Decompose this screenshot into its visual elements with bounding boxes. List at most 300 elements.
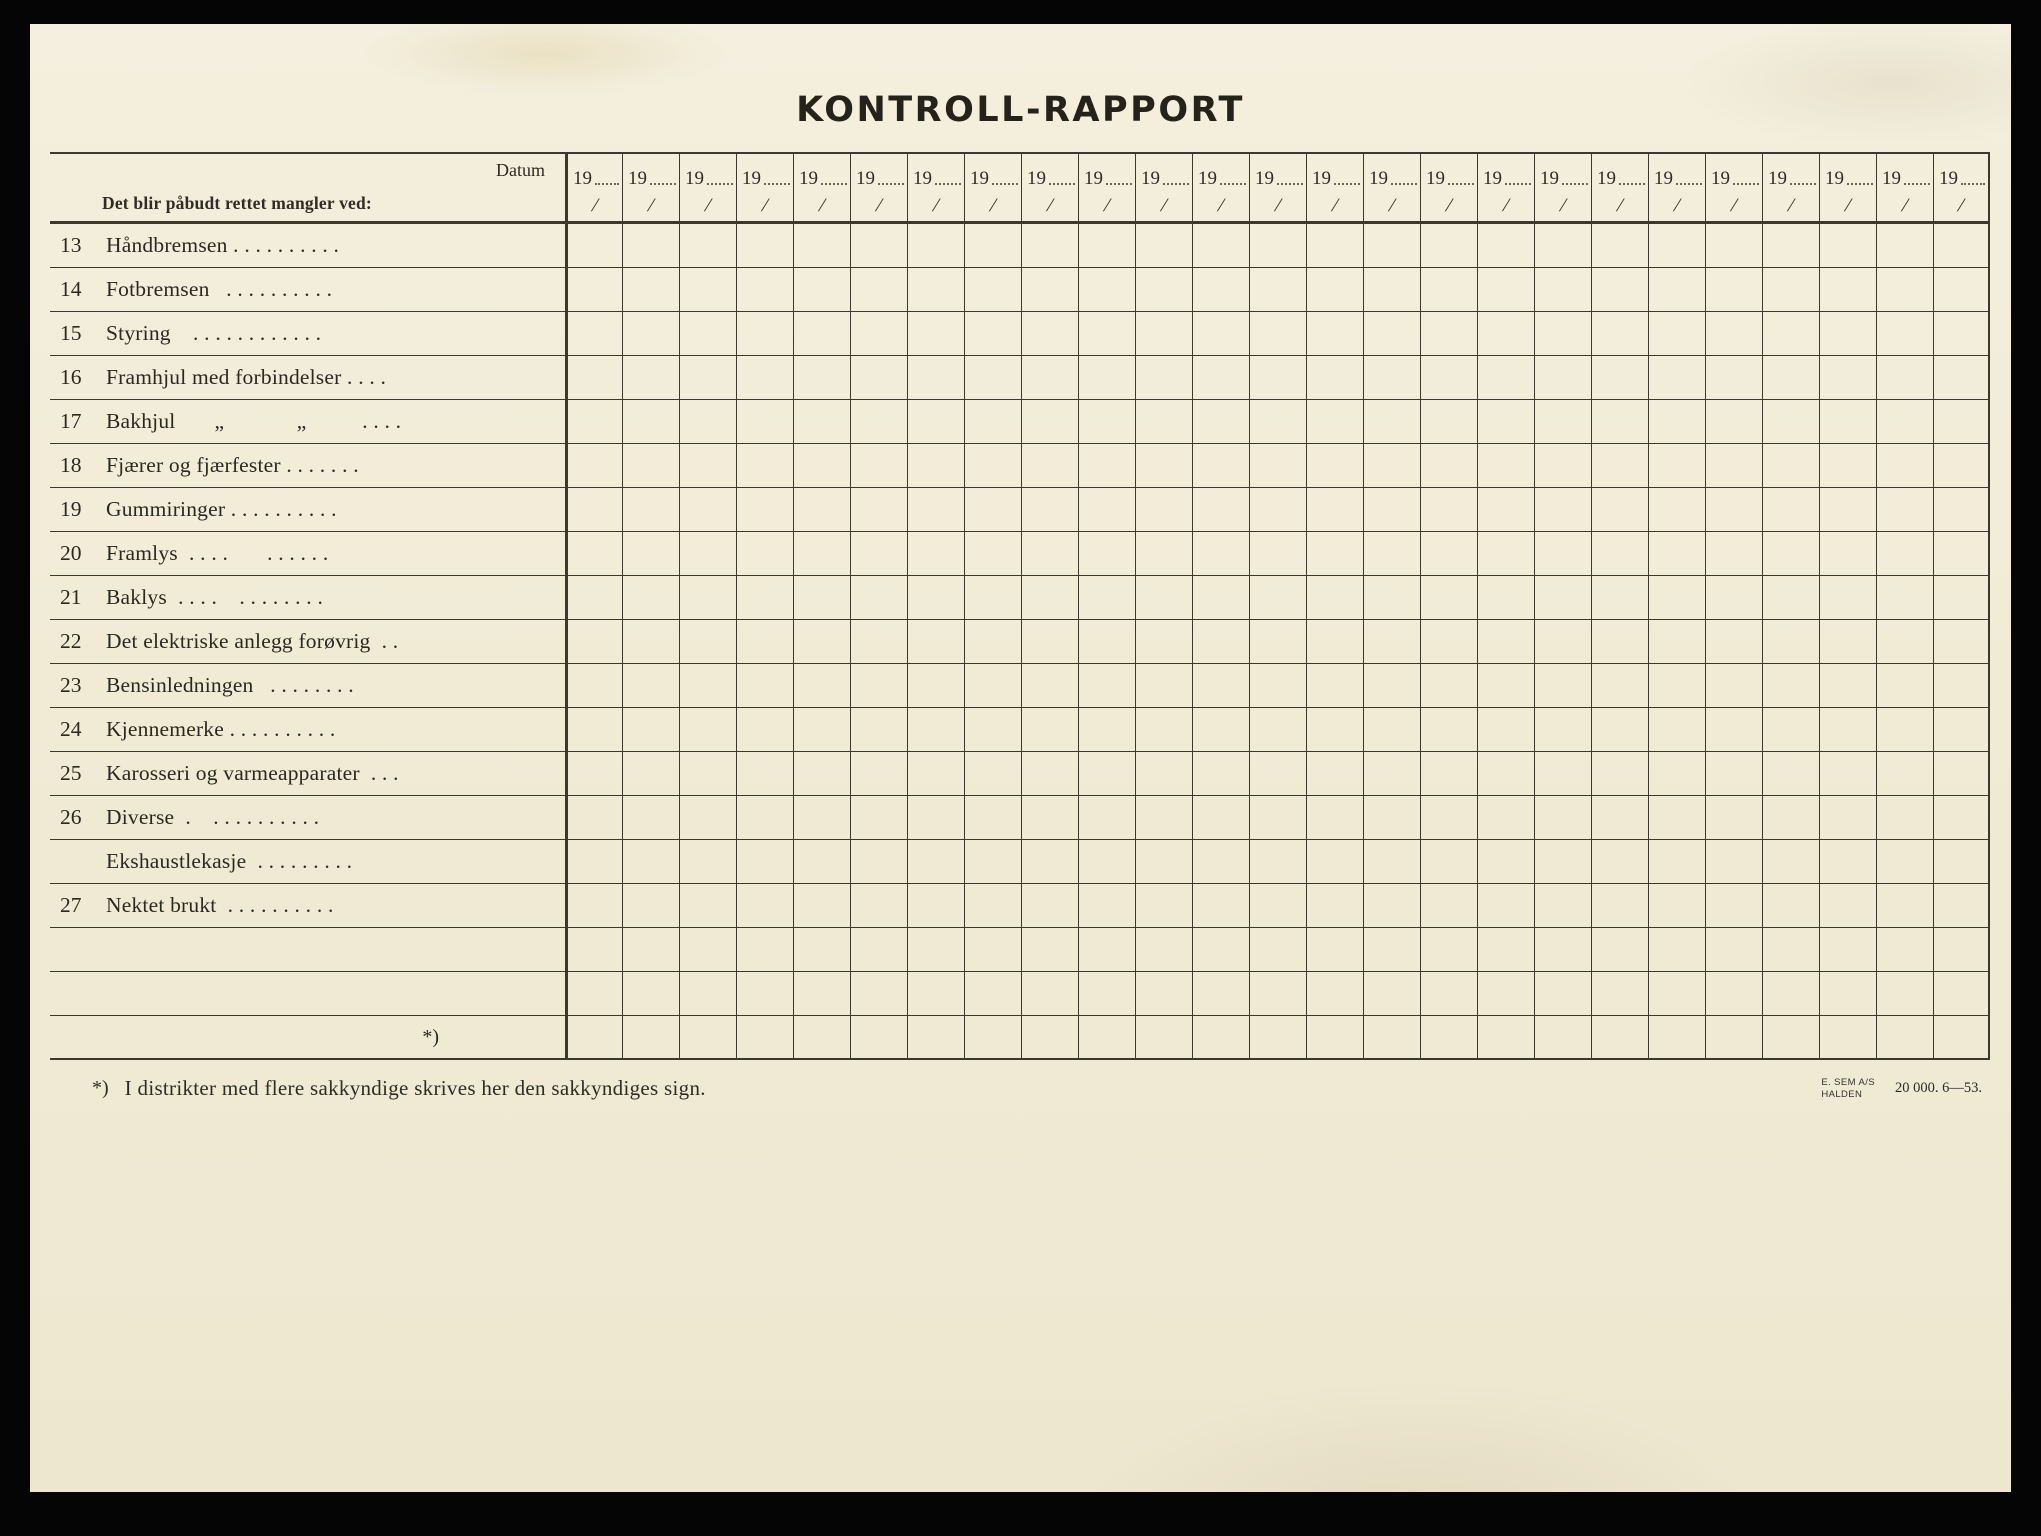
row-text: Kjennemerke . . . . . . . . . .	[106, 717, 336, 741]
grid-cell	[1591, 356, 1648, 400]
date-column-header	[1534, 152, 1591, 224]
date-dotted-line	[764, 183, 790, 185]
grid-cell	[1192, 400, 1249, 444]
year-row	[1022, 154, 1078, 190]
grid-cell	[1078, 620, 1135, 664]
day-slash: /	[591, 194, 599, 216]
grid-cell	[736, 400, 793, 444]
grid-cell	[1819, 708, 1876, 752]
control-table	[50, 152, 1990, 1060]
grid-cell	[793, 532, 850, 576]
date-column-header	[1477, 152, 1534, 224]
grid-cell	[1306, 796, 1363, 840]
grid-cell	[1876, 312, 1933, 356]
grid-cell	[1420, 576, 1477, 620]
grid-cell	[907, 752, 964, 796]
grid-cell	[1819, 928, 1876, 972]
year-prefix: 19	[1654, 168, 1673, 189]
row-label	[50, 576, 565, 620]
grid-cell	[1876, 752, 1933, 796]
row-label	[50, 884, 565, 928]
grid-cell	[1420, 796, 1477, 840]
date-column-header	[964, 152, 1021, 224]
grid-cell	[1078, 312, 1135, 356]
row-label	[50, 224, 565, 268]
grid-cell	[1477, 752, 1534, 796]
grid-cell	[907, 400, 964, 444]
row-label	[50, 840, 565, 884]
grid-cell	[1648, 1016, 1705, 1060]
year-row	[1877, 154, 1933, 190]
grid-cell	[1591, 224, 1648, 268]
grid-cell	[1705, 224, 1762, 268]
grid-cell	[1420, 268, 1477, 312]
day-slash: /	[1844, 194, 1852, 216]
year-row	[1364, 154, 1420, 190]
date-column-header	[1591, 152, 1648, 224]
grid-cell	[1933, 664, 1990, 708]
grid-cell	[1363, 268, 1420, 312]
grid-cell	[1819, 400, 1876, 444]
grid-cell	[1648, 532, 1705, 576]
footnote-text: I distrikter med flere sakkyndige skrives her den sakkyndiges sign.	[124, 1076, 706, 1100]
grid-cell	[964, 488, 1021, 532]
year-prefix: 19	[1939, 168, 1958, 189]
grid-cell	[907, 796, 964, 840]
grid-cell	[793, 1016, 850, 1060]
grid-cell	[1705, 444, 1762, 488]
grid-cell	[1249, 400, 1306, 444]
date-dotted-line	[595, 183, 619, 185]
grid-cell	[1705, 1016, 1762, 1060]
grid-cell	[1420, 444, 1477, 488]
grid-cell	[1705, 400, 1762, 444]
grid-cell	[907, 224, 964, 268]
grid-cell	[1705, 620, 1762, 664]
grid-cell	[850, 840, 907, 884]
footnote-marker: *)	[92, 1077, 109, 1099]
grid-cell	[850, 268, 907, 312]
grid-cell	[736, 1016, 793, 1060]
grid-cell	[1135, 840, 1192, 884]
grid-cell	[1591, 532, 1648, 576]
year-prefix: 19	[685, 168, 704, 189]
grid-cell	[1306, 356, 1363, 400]
grid-cell	[1762, 532, 1819, 576]
date-dotted-line	[650, 183, 676, 185]
page-title: KONTROLL-RAPPORT	[796, 90, 1245, 130]
grid-cell	[907, 576, 964, 620]
grid-cell	[964, 708, 1021, 752]
year-row	[794, 154, 850, 190]
grid-cell	[622, 400, 679, 444]
grid-cell	[1249, 620, 1306, 664]
grid-cell	[1477, 796, 1534, 840]
date-column-header	[793, 152, 850, 224]
grid-cell	[1306, 752, 1363, 796]
row-label	[50, 708, 565, 752]
row-text: Fotbremsen . . . . . . . . . .	[106, 277, 333, 301]
grid-cell	[1477, 840, 1534, 884]
grid-cell	[1648, 312, 1705, 356]
day-slash: /	[1559, 194, 1567, 216]
year-row	[1592, 154, 1648, 190]
grid-cell	[1363, 884, 1420, 928]
day-slash: /	[932, 194, 940, 216]
year-prefix: 19	[913, 168, 932, 189]
grid-cell	[1648, 972, 1705, 1016]
grid-cell	[565, 796, 622, 840]
date-column-header	[622, 152, 679, 224]
grid-cell	[1135, 884, 1192, 928]
grid-cell	[964, 400, 1021, 444]
grid-cell	[1534, 224, 1591, 268]
grid-cell	[565, 576, 622, 620]
date-column-header	[1933, 152, 1990, 224]
grid-cell	[1192, 972, 1249, 1016]
row-label	[50, 752, 565, 796]
grid-cell	[1249, 532, 1306, 576]
grid-cell	[1762, 356, 1819, 400]
grid-cell	[1249, 840, 1306, 884]
grid-cell	[1306, 664, 1363, 708]
grid-cell	[1876, 488, 1933, 532]
day-slash: /	[875, 194, 883, 216]
year-row	[737, 154, 793, 190]
grid-cell	[1762, 576, 1819, 620]
year-prefix: 19	[1312, 168, 1331, 189]
grid-cell	[736, 312, 793, 356]
row-label	[50, 796, 565, 840]
year-prefix: 19	[742, 168, 761, 189]
grid-cell	[1363, 576, 1420, 620]
year-row	[1250, 154, 1306, 190]
row-text: Karosseri og varmeapparater . . .	[106, 761, 399, 785]
date-dotted-line	[1505, 183, 1531, 185]
grid-cell	[1819, 356, 1876, 400]
grid-cell	[850, 224, 907, 268]
grid-cell	[565, 1016, 622, 1060]
grid-cell	[622, 972, 679, 1016]
grid-cell	[1363, 972, 1420, 1016]
date-column-header	[1249, 152, 1306, 224]
grid-cell	[1420, 884, 1477, 928]
grid-cell	[1648, 488, 1705, 532]
grid-cell	[1876, 928, 1933, 972]
grid-cell	[1876, 1016, 1933, 1060]
date-dotted-line	[1676, 183, 1702, 185]
grid-cell	[1135, 488, 1192, 532]
row-text: Det elektriske anlegg forøvrig . .	[106, 629, 399, 653]
day-slash: /	[704, 194, 712, 216]
grid-cell	[679, 928, 736, 972]
grid-cell	[1477, 708, 1534, 752]
grid-cell	[1249, 972, 1306, 1016]
grid-cell	[1591, 752, 1648, 796]
grid-cell	[736, 576, 793, 620]
year-prefix: 19	[1882, 168, 1901, 189]
grid-cell	[1135, 400, 1192, 444]
date-column-header	[736, 152, 793, 224]
grid-cell	[1534, 928, 1591, 972]
grid-cell	[850, 620, 907, 664]
grid-cell	[1933, 620, 1990, 664]
grid-cell	[964, 532, 1021, 576]
grid-cell	[1762, 752, 1819, 796]
date-column-header	[1876, 152, 1933, 224]
grid-cell	[1534, 884, 1591, 928]
grid-cell	[1819, 268, 1876, 312]
grid-cell	[1933, 268, 1990, 312]
year-prefix: 19	[1483, 168, 1502, 189]
grid-cell	[1420, 400, 1477, 444]
grid-cell	[1192, 312, 1249, 356]
grid-cell	[679, 620, 736, 664]
grid-cell	[1534, 488, 1591, 532]
grid-cell	[850, 1016, 907, 1060]
printer-name-line2: HALDEN	[1821, 1088, 1863, 1100]
grid-cell	[1648, 620, 1705, 664]
row-number: 23	[60, 673, 82, 697]
grid-cell	[565, 268, 622, 312]
grid-cell	[1078, 752, 1135, 796]
year-row	[1763, 154, 1819, 190]
year-prefix: 19	[1198, 168, 1217, 189]
date-column-header	[1192, 152, 1249, 224]
grid-cell	[1249, 488, 1306, 532]
grid-cell	[1762, 312, 1819, 356]
grid-cell	[565, 620, 622, 664]
grid-cell	[736, 444, 793, 488]
grid-cell	[793, 400, 850, 444]
grid-cell	[850, 928, 907, 972]
grid-cell	[1306, 708, 1363, 752]
grid-cell	[679, 576, 736, 620]
grid-cell	[1135, 312, 1192, 356]
grid-cell	[1306, 312, 1363, 356]
paper-sheet	[30, 24, 2011, 1492]
grid-cell	[1420, 928, 1477, 972]
grid-cell	[1021, 400, 1078, 444]
grid-cell	[565, 928, 622, 972]
grid-cell	[622, 620, 679, 664]
grid-cell	[679, 752, 736, 796]
grid-cell	[964, 576, 1021, 620]
day-slash: /	[1616, 194, 1624, 216]
year-row	[1307, 154, 1363, 190]
grid-cell	[1021, 224, 1078, 268]
grid-cell	[793, 840, 850, 884]
grid-cell	[907, 312, 964, 356]
day-slash: /	[1274, 194, 1282, 216]
grid-cell	[622, 928, 679, 972]
grid-cell	[679, 884, 736, 928]
grid-cell	[1933, 224, 1990, 268]
grid-cell	[1477, 928, 1534, 972]
grid-cell	[736, 708, 793, 752]
grid-cell	[1135, 620, 1192, 664]
date-dotted-line	[1961, 183, 1985, 185]
day-slash: /	[1103, 194, 1111, 216]
day-slash: /	[1388, 194, 1396, 216]
grid-cell	[1534, 620, 1591, 664]
grid-cell	[1819, 1016, 1876, 1060]
grid-cell	[1477, 312, 1534, 356]
grid-cell	[1306, 1016, 1363, 1060]
grid-cell	[1705, 312, 1762, 356]
grid-cell	[1021, 928, 1078, 972]
year-row	[1136, 154, 1192, 190]
grid-cell	[1192, 664, 1249, 708]
table-header-left	[50, 152, 565, 224]
grid-cell	[1819, 840, 1876, 884]
grid-cell	[1420, 312, 1477, 356]
grid-cell	[736, 620, 793, 664]
year-row	[851, 154, 907, 190]
grid-cell	[622, 1016, 679, 1060]
grid-cell	[850, 444, 907, 488]
grid-cell	[1192, 796, 1249, 840]
grid-cell	[1420, 708, 1477, 752]
grid-cell	[1249, 928, 1306, 972]
grid-cell	[793, 884, 850, 928]
grid-cell	[793, 576, 850, 620]
year-prefix: 19	[1825, 168, 1844, 189]
grid-cell	[1306, 840, 1363, 884]
grid-cell	[622, 444, 679, 488]
day-slash: /	[647, 194, 655, 216]
grid-cell	[1534, 400, 1591, 444]
grid-cell	[907, 620, 964, 664]
grid-cell	[1021, 488, 1078, 532]
grid-cell	[1591, 1016, 1648, 1060]
grid-cell	[622, 708, 679, 752]
grid-cell	[1648, 796, 1705, 840]
grid-cell	[1591, 576, 1648, 620]
grid-cell	[1591, 840, 1648, 884]
grid-cell	[1078, 444, 1135, 488]
grid-cell	[1192, 884, 1249, 928]
grid-cell	[1591, 488, 1648, 532]
grid-cell	[1705, 884, 1762, 928]
grid-cell	[736, 356, 793, 400]
grid-cell	[1420, 1016, 1477, 1060]
date-column-header	[1363, 152, 1420, 224]
row-label	[50, 928, 565, 972]
row-label	[50, 664, 565, 708]
grid-cell	[1762, 840, 1819, 884]
day-slash: /	[1160, 194, 1168, 216]
row-label	[50, 312, 565, 356]
grid-cell	[1534, 972, 1591, 1016]
grid-cell	[1534, 268, 1591, 312]
grid-cell	[679, 1016, 736, 1060]
grid-cell	[1192, 620, 1249, 664]
grid-cell	[679, 708, 736, 752]
grid-cell	[1420, 488, 1477, 532]
grid-cell	[1534, 840, 1591, 884]
date-column-header	[1306, 152, 1363, 224]
grid-cell	[1306, 224, 1363, 268]
grid-cell	[850, 972, 907, 1016]
date-dotted-line	[935, 183, 961, 185]
date-column-header	[850, 152, 907, 224]
grid-cell	[1648, 708, 1705, 752]
grid-cell	[1534, 532, 1591, 576]
grid-cell	[1876, 224, 1933, 268]
grid-cell	[1591, 928, 1648, 972]
grid-cell	[1192, 444, 1249, 488]
grid-cell	[1135, 576, 1192, 620]
year-prefix: 19	[573, 168, 592, 189]
grid-cell	[1021, 1016, 1078, 1060]
date-column-header	[1078, 152, 1135, 224]
row-number: 21	[60, 585, 82, 609]
year-row	[568, 154, 622, 190]
date-column-header	[1648, 152, 1705, 224]
row-text: Håndbremsen . . . . . . . . . .	[106, 233, 340, 257]
grid-cell	[622, 664, 679, 708]
year-row	[1535, 154, 1591, 190]
grid-cell	[1648, 400, 1705, 444]
grid-cell	[1249, 664, 1306, 708]
day-slash: /	[1901, 194, 1909, 216]
grid-cell	[793, 224, 850, 268]
row-label	[50, 972, 565, 1016]
grid-cell	[964, 752, 1021, 796]
grid-cell	[1363, 664, 1420, 708]
grid-cell	[1648, 356, 1705, 400]
grid-cell	[1021, 884, 1078, 928]
grid-cell	[1021, 972, 1078, 1016]
grid-cell	[1192, 356, 1249, 400]
date-dotted-line	[1220, 183, 1246, 185]
grid-cell	[1249, 224, 1306, 268]
grid-cell	[793, 752, 850, 796]
grid-cell	[622, 752, 679, 796]
grid-cell	[1363, 488, 1420, 532]
grid-cell	[1078, 268, 1135, 312]
grid-cell	[622, 224, 679, 268]
year-prefix: 19	[628, 168, 647, 189]
grid-cell	[1591, 708, 1648, 752]
grid-cell	[1648, 928, 1705, 972]
grid-cell	[1078, 928, 1135, 972]
grid-cell	[1591, 972, 1648, 1016]
grid-cell	[622, 488, 679, 532]
grid-cell	[1705, 576, 1762, 620]
grid-cell	[1705, 796, 1762, 840]
date-dotted-line	[1904, 183, 1930, 185]
grid-cell	[850, 488, 907, 532]
grid-cell	[1477, 356, 1534, 400]
grid-cell	[1192, 1016, 1249, 1060]
grid-cell	[1135, 972, 1192, 1016]
date-column-header	[1135, 152, 1192, 224]
grid-cell	[1363, 400, 1420, 444]
grid-cell	[1192, 532, 1249, 576]
day-slash: /	[1787, 194, 1795, 216]
grid-cell	[1705, 752, 1762, 796]
grid-cell	[1591, 312, 1648, 356]
grid-cell	[1477, 972, 1534, 1016]
grid-cell	[736, 884, 793, 928]
grid-cell	[1249, 1016, 1306, 1060]
grid-cell	[1534, 664, 1591, 708]
grid-cell	[1135, 752, 1192, 796]
grid-cell	[679, 664, 736, 708]
grid-cell	[1762, 796, 1819, 840]
